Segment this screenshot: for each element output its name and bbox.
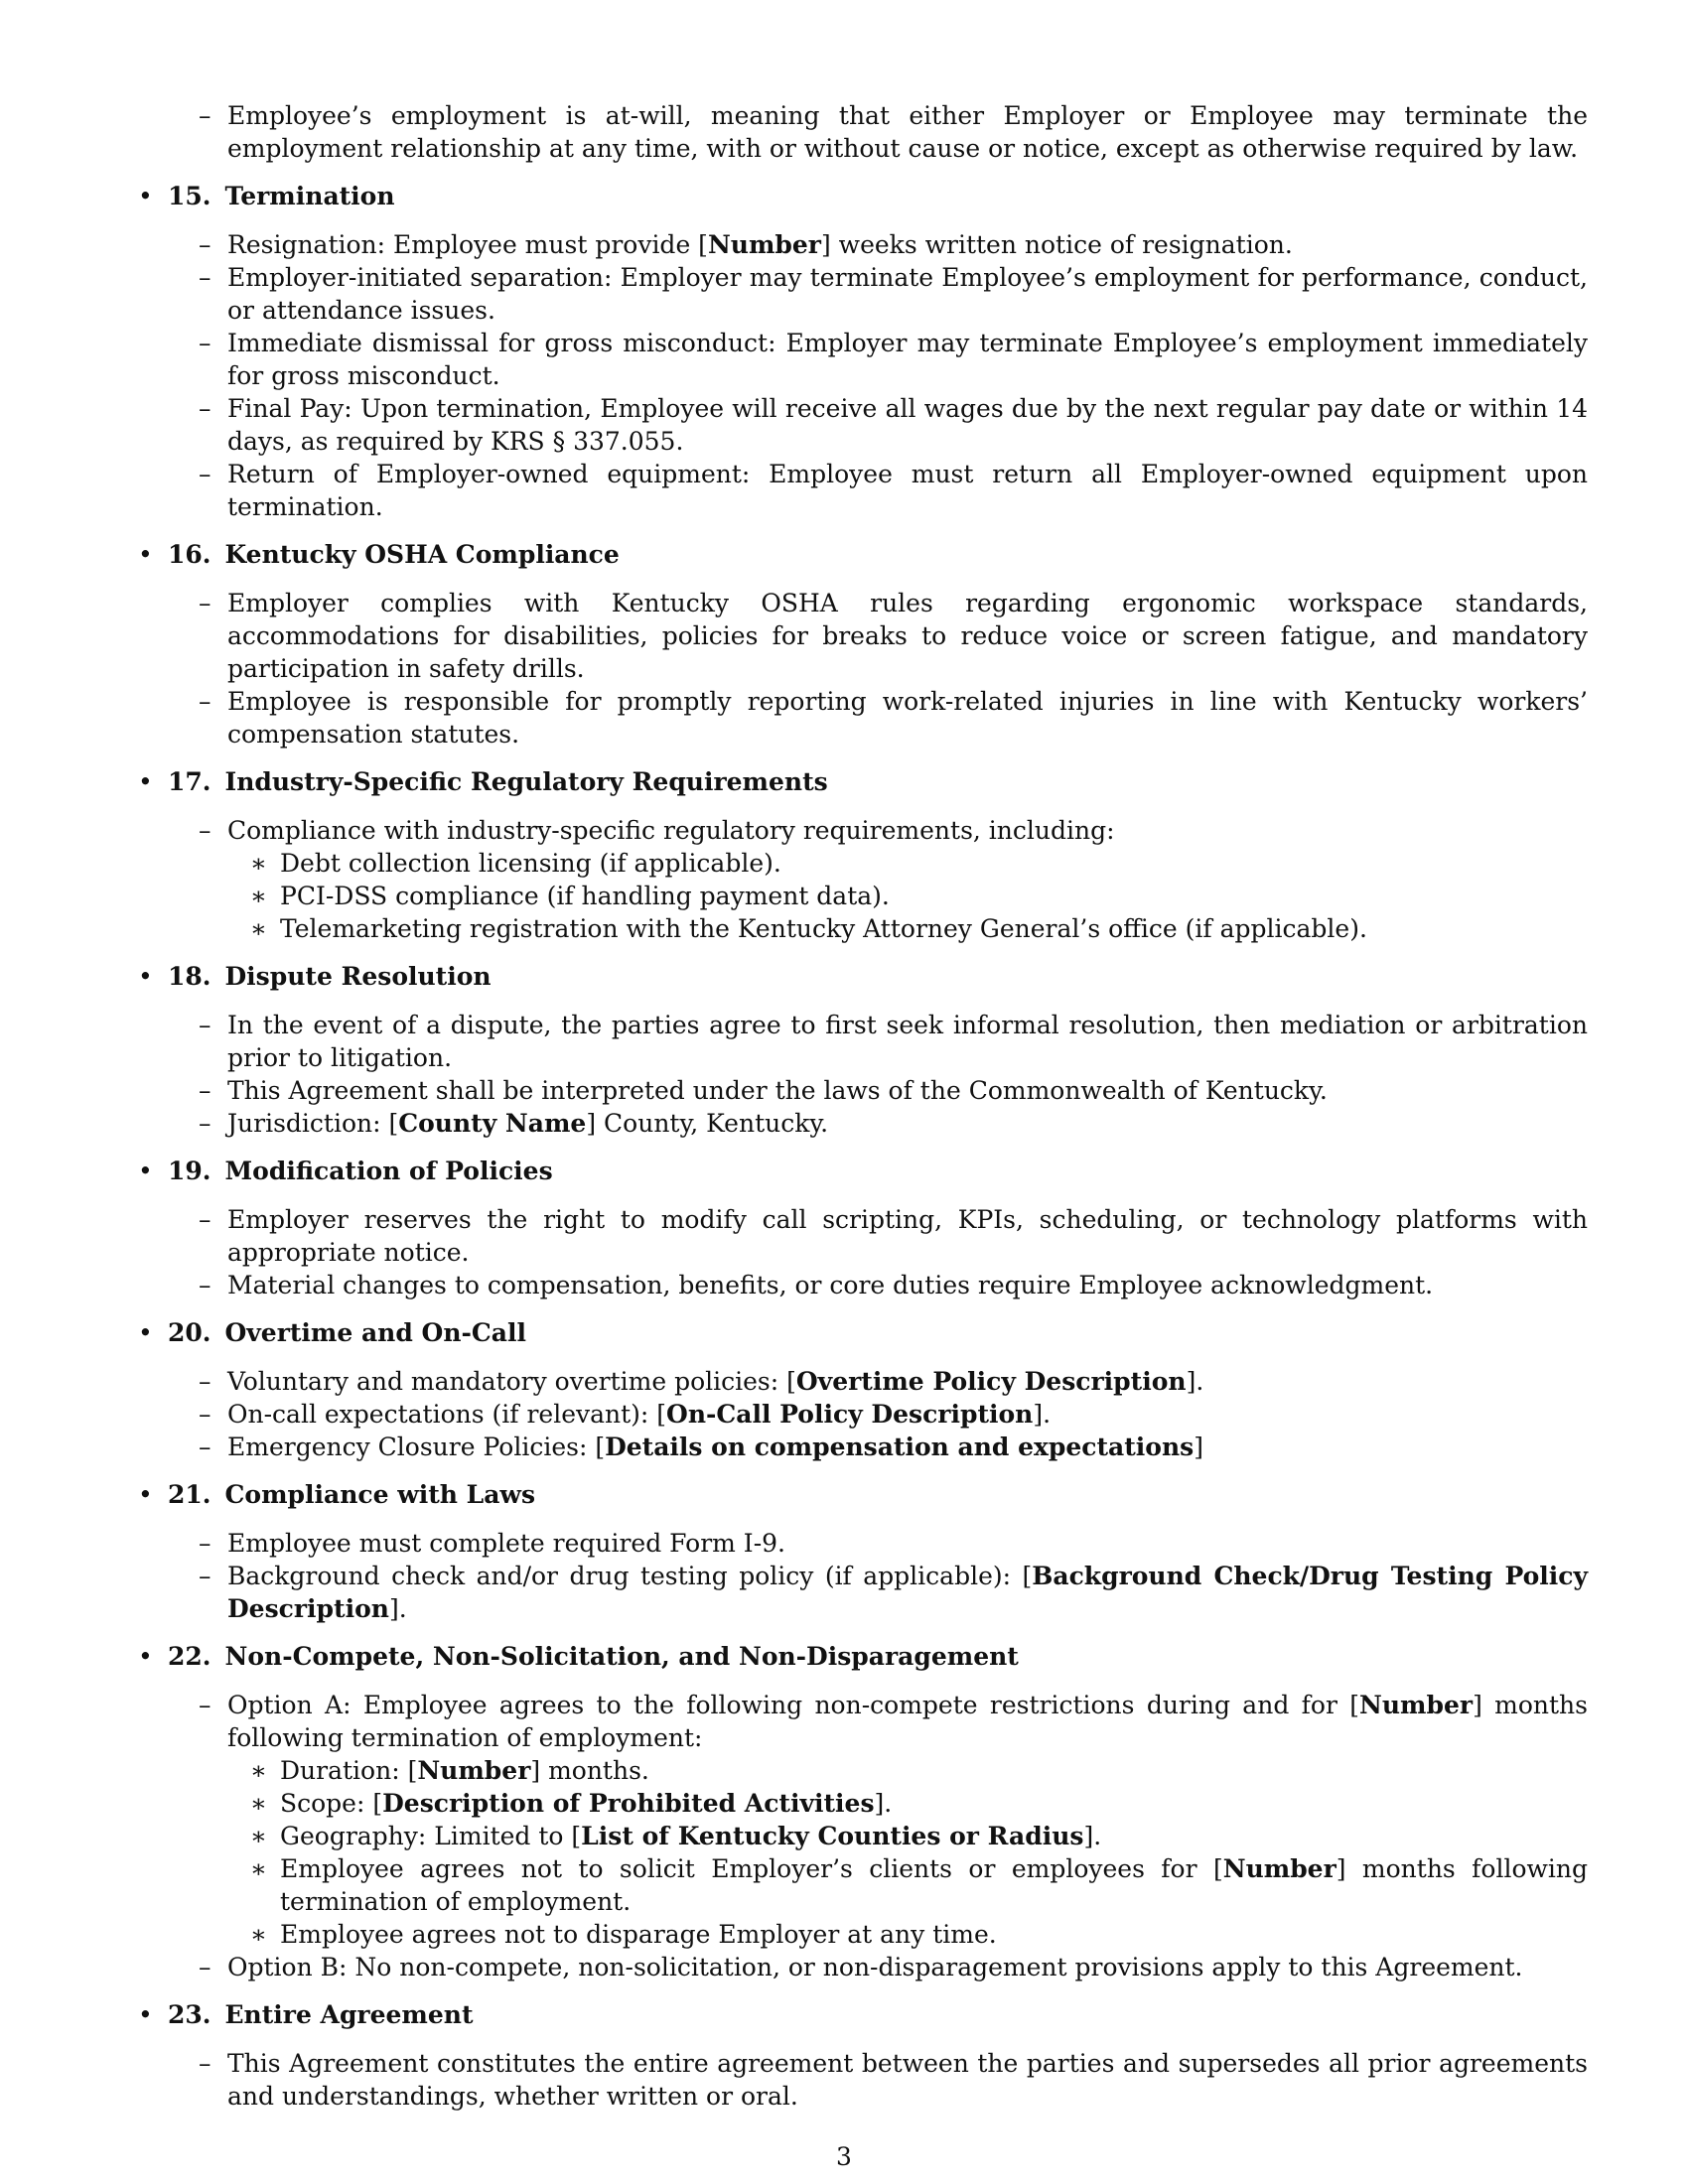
section-number: 15. xyxy=(168,182,211,210)
section-title: Entire Agreement xyxy=(224,2000,474,2029)
sub-list-item: ∗ Debt collection licensing (if applicable). xyxy=(280,847,1588,880)
list-item: – Compliance with industry-specific regulatory requirements, including: xyxy=(227,814,1588,847)
section-title: Overtime and On-Call xyxy=(224,1318,526,1347)
document-body xyxy=(0,99,1688,2113)
list-item: – Employer reserves the right to modify call scripting, KPIs, scheduling, or technology platforms with appropriate notice. xyxy=(227,1203,1588,1269)
placeholder-field: Number xyxy=(1359,1691,1474,1719)
list-item: – Emergency Closure Policies: [Details on compensation and expectations] xyxy=(227,1431,1588,1463)
section-title: Modification of Policies xyxy=(224,1157,553,1185)
intro-list-item xyxy=(227,99,1588,165)
section-heading xyxy=(168,1155,1688,1187)
placeholder-field: Number xyxy=(417,1756,531,1785)
section-title: Termination xyxy=(224,182,395,210)
list-item: – On-call expectations (if relevant): [On-Call Policy Description]. xyxy=(227,1398,1588,1431)
section-number: 20. xyxy=(168,1318,211,1347)
section-21 xyxy=(0,1478,1688,1625)
list-item: – In the event of a dispute, the parties agree to first seek informal resolution, then mediation or arbitration prior to litigation. xyxy=(227,1009,1588,1074)
list-item: – Material changes to compensation, benefits, or core duties require Employee acknowledgment. xyxy=(227,1269,1588,1301)
placeholder-field: County Name xyxy=(398,1109,587,1138)
list-item: – Employer-initiated separation: Employer may terminate Employee’s employment for performance, conduct, or attendance issues. xyxy=(227,261,1588,327)
list-item: – Option A: Employee agrees to the following non-compete restrictions during and for [Number] months following termination of employment: xyxy=(227,1689,1588,1754)
placeholder-field: List of Kentucky Counties or Radius xyxy=(581,1822,1084,1850)
placeholder-field: Number xyxy=(1222,1854,1336,1883)
section-heading xyxy=(168,1478,1688,1511)
placeholder-field: Background Check/Drug Testing Policy Description xyxy=(227,1562,1588,1623)
section-heading xyxy=(168,538,1688,571)
section-heading xyxy=(168,1316,1688,1349)
list-item: – Employee must complete required Form I-9. xyxy=(227,1527,1588,1560)
sub-list-item: ∗ Scope: [Description of Prohibited Activities]. xyxy=(280,1787,1588,1820)
list-item: – This Agreement shall be interpreted under the laws of the Commonwealth of Kentucky. xyxy=(227,1074,1588,1107)
section-number: 22. xyxy=(168,1642,211,1671)
sub-list-item: ∗ PCI-DSS compliance (if handling payment data). xyxy=(280,880,1588,912)
list-item: – Resignation: Employee must provide [Number] weeks written notice of resignation. xyxy=(227,228,1588,261)
section-title: Kentucky OSHA Compliance xyxy=(224,540,620,569)
section-number: 19. xyxy=(168,1157,211,1185)
section-16 xyxy=(0,538,1688,751)
section-number: 23. xyxy=(168,2000,211,2029)
list-item: – Option B: No non-compete, non-solicitation, or non-disparagement provisions apply to this Agreement. xyxy=(227,1951,1588,1983)
sub-list-item: ∗ Telemarketing registration with the Kentucky Attorney General’s office (if applicable). xyxy=(280,912,1588,945)
list-item: – Voluntary and mandatory overtime policies: [Overtime Policy Description]. xyxy=(227,1365,1588,1398)
list-item: – Return of Employer-owned equipment: Employee must return all Employer-owned equipment upon termination. xyxy=(227,458,1588,523)
list-item: – Employer complies with Kentucky OSHA rules regarding ergonomic workspace standards, accommodations for disabilities, policies for breaks to reduce voice or screen fatigue, and mandatory participation in safety drills. xyxy=(227,587,1588,685)
section-number: 18. xyxy=(168,962,211,991)
placeholder-field: Details on compensation and expectations xyxy=(605,1433,1195,1461)
section-19 xyxy=(0,1155,1688,1301)
list-item: – Immediate dismissal for gross misconduct: Employer may terminate Employee’s employment immediately for gross misconduct. xyxy=(227,327,1588,392)
sub-list-item: ∗ Employee agrees not to disparage Employer at any time. xyxy=(280,1918,1588,1951)
section-number: 21. xyxy=(168,1480,211,1509)
placeholder-field: Number xyxy=(707,230,821,259)
page-number: 3 xyxy=(836,2142,852,2171)
section-heading xyxy=(168,960,1688,993)
section-20 xyxy=(0,1316,1688,1463)
section-18 xyxy=(0,960,1688,1140)
section-number: 16. xyxy=(168,540,211,569)
intro-text: – Employee’s employment is at-will, meaning that either Employer or Employee may terminate the employment relationship at any time, with or without cause or notice, except as otherwise required by law. xyxy=(227,101,1588,163)
section-heading xyxy=(168,765,1688,798)
section-17 xyxy=(0,765,1688,945)
list-item: – Jurisdiction: [County Name] County, Kentucky. xyxy=(227,1107,1588,1140)
section-heading xyxy=(168,1998,1688,2031)
section-title: Dispute Resolution xyxy=(224,962,492,991)
section-heading xyxy=(168,180,1688,212)
placeholder-field: Overtime Policy Description xyxy=(795,1367,1187,1396)
section-title: Non-Compete, Non-Solicitation, and Non-Disparagement xyxy=(224,1642,1019,1671)
section-22 xyxy=(0,1640,1688,1983)
sub-list-item: ∗ Employee agrees not to solicit Employer’s clients or employees for [Number] months following termination of employment. xyxy=(280,1852,1588,1918)
list-item: – Background check and/or drug testing policy (if applicable): [Background Check/Drug Testing Policy Description]. xyxy=(227,1560,1588,1625)
section-23 xyxy=(0,1998,1688,2113)
placeholder-field: On-Call Policy Description xyxy=(666,1400,1034,1429)
list-item: – This Agreement constitutes the entire agreement between the parties and supersedes all prior agreements and understandings, whether written or oral. xyxy=(227,2047,1588,2113)
section-title: Compliance with Laws xyxy=(224,1480,536,1509)
placeholder-field: Description of Prohibited Activities xyxy=(382,1789,875,1818)
list-item: – Final Pay: Upon termination, Employee will receive all wages due by the next regular pay date or within 14 days, as required by KRS § 337.055. xyxy=(227,392,1588,458)
list-item: – Employee is responsible for promptly reporting work-related injuries in line with Kentucky workers’ compensation statutes. xyxy=(227,685,1588,751)
section-number: 17. xyxy=(168,767,211,796)
sub-list-item: ∗ Duration: [Number] months. xyxy=(280,1754,1588,1787)
sub-list-item: ∗ Geography: Limited to [List of Kentucky Counties or Radius]. xyxy=(280,1820,1588,1852)
section-15 xyxy=(0,180,1688,523)
section-heading xyxy=(168,1640,1688,1673)
section-title: Industry-Specific Regulatory Requirements xyxy=(224,767,828,796)
